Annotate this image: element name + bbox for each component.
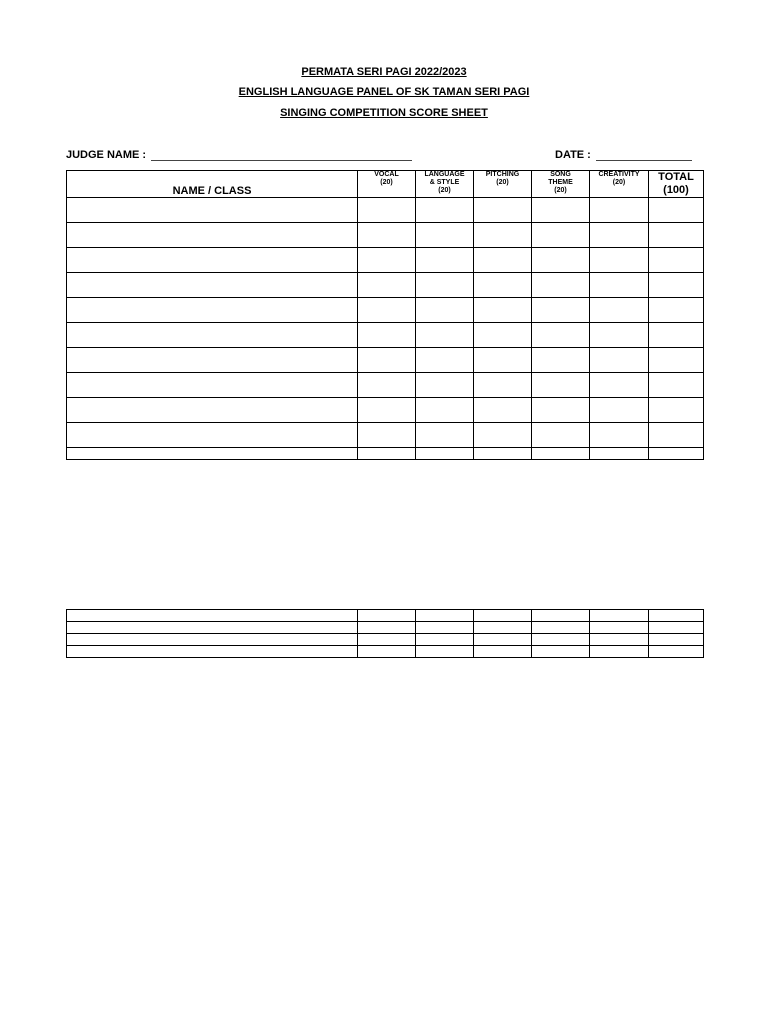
- score-cell[interactable]: [358, 634, 416, 646]
- score-cell[interactable]: [416, 323, 474, 348]
- score-cell[interactable]: [649, 223, 704, 248]
- score-cell[interactable]: [590, 398, 649, 423]
- score-cell[interactable]: [474, 248, 532, 273]
- score-cell[interactable]: [416, 373, 474, 398]
- name-cell[interactable]: [67, 198, 358, 223]
- score-cell[interactable]: [532, 373, 590, 398]
- score-cell[interactable]: [590, 622, 649, 634]
- vocal-header: VOCAL (20): [358, 171, 416, 198]
- score-cell[interactable]: [590, 273, 649, 298]
- score-cell[interactable]: [590, 348, 649, 373]
- score-cell[interactable]: [532, 273, 590, 298]
- score-cell[interactable]: [532, 323, 590, 348]
- score-cell[interactable]: [358, 448, 416, 460]
- score-cell[interactable]: [358, 248, 416, 273]
- score-cell[interactable]: [532, 298, 590, 323]
- table-row: [67, 223, 704, 248]
- score-cell[interactable]: [416, 198, 474, 223]
- extra-table-row: [67, 610, 704, 622]
- score-cell[interactable]: [532, 622, 590, 634]
- score-table-body: [67, 198, 704, 460]
- score-cell[interactable]: [590, 610, 649, 622]
- table-row: [67, 198, 704, 223]
- score-cell[interactable]: [590, 223, 649, 248]
- title-permata: PERMATA SERI PAGI 2022/2023: [301, 66, 467, 78]
- score-cell[interactable]: [532, 398, 590, 423]
- score-cell[interactable]: [532, 448, 590, 460]
- table-row: [67, 348, 704, 373]
- table-row: [67, 373, 704, 398]
- score-cell[interactable]: [649, 273, 704, 298]
- score-cell[interactable]: [532, 646, 590, 658]
- table-row: [67, 273, 704, 298]
- score-cell[interactable]: [532, 634, 590, 646]
- name-cell[interactable]: [67, 223, 358, 248]
- name-cell[interactable]: [67, 298, 358, 323]
- extra-table-row: [67, 622, 704, 634]
- score-cell[interactable]: [474, 223, 532, 248]
- score-cell[interactable]: [649, 248, 704, 273]
- score-cell[interactable]: [532, 198, 590, 223]
- score-cell[interactable]: [532, 223, 590, 248]
- total-header: TOTAL (100): [649, 171, 704, 198]
- score-cell[interactable]: [474, 634, 532, 646]
- score-cell[interactable]: [474, 398, 532, 423]
- score-cell[interactable]: [358, 273, 416, 298]
- score-cell[interactable]: [416, 622, 474, 634]
- score-cell[interactable]: [358, 646, 416, 658]
- score-cell[interactable]: [358, 198, 416, 223]
- name-cell[interactable]: [67, 646, 358, 658]
- score-cell[interactable]: [590, 646, 649, 658]
- judge-name-blank[interactable]: [151, 149, 412, 161]
- score-cell[interactable]: [532, 348, 590, 373]
- name-cell[interactable]: [67, 273, 358, 298]
- score-cell[interactable]: [358, 323, 416, 348]
- score-cell[interactable]: [532, 248, 590, 273]
- extra-table-row: [67, 634, 704, 646]
- title-score-sheet: SINGING COMPETITION SCORE SHEET: [280, 107, 488, 119]
- score-cell[interactable]: [474, 622, 532, 634]
- score-cell[interactable]: [416, 634, 474, 646]
- score-cell[interactable]: [358, 373, 416, 398]
- extra-score-table: [66, 609, 704, 658]
- score-cell[interactable]: [590, 423, 649, 448]
- score-cell[interactable]: [416, 610, 474, 622]
- score-cell[interactable]: [474, 610, 532, 622]
- score-cell[interactable]: [416, 248, 474, 273]
- score-cell[interactable]: [474, 198, 532, 223]
- score-cell[interactable]: [416, 448, 474, 460]
- score-cell[interactable]: [474, 273, 532, 298]
- score-cell[interactable]: [590, 373, 649, 398]
- score-cell[interactable]: [649, 423, 704, 448]
- table-row: [67, 398, 704, 423]
- creativity-header: CREATIVITY (20): [590, 171, 649, 198]
- date-blank[interactable]: [596, 149, 692, 161]
- score-cell[interactable]: [590, 323, 649, 348]
- score-cell[interactable]: [474, 646, 532, 658]
- table-header-row: [67, 171, 704, 198]
- score-cell[interactable]: [474, 323, 532, 348]
- name-cell[interactable]: [67, 634, 358, 646]
- table-row: [67, 323, 704, 348]
- score-cell[interactable]: [358, 398, 416, 423]
- table-row: [67, 448, 704, 460]
- score-cell[interactable]: [358, 423, 416, 448]
- score-cell[interactable]: [649, 634, 704, 646]
- score-cell[interactable]: [649, 373, 704, 398]
- name-cell[interactable]: [67, 398, 358, 423]
- score-cell[interactable]: [416, 273, 474, 298]
- score-cell[interactable]: [590, 248, 649, 273]
- score-table: [66, 170, 704, 460]
- score-cell[interactable]: [474, 348, 532, 373]
- score-cell[interactable]: [358, 348, 416, 373]
- name-cell[interactable]: [67, 423, 358, 448]
- score-cell[interactable]: [649, 198, 704, 223]
- score-cell[interactable]: [474, 373, 532, 398]
- score-cell[interactable]: [649, 323, 704, 348]
- name-cell[interactable]: [67, 610, 358, 622]
- score-cell[interactable]: [590, 198, 649, 223]
- song-theme-header: SONG THEME (20): [532, 171, 590, 198]
- score-cell[interactable]: [474, 423, 532, 448]
- score-cell[interactable]: [358, 622, 416, 634]
- date-field: [555, 149, 692, 161]
- score-cell[interactable]: [532, 610, 590, 622]
- name-cell[interactable]: [67, 373, 358, 398]
- score-cell[interactable]: [649, 398, 704, 423]
- pitching-header: PITCHING (20): [474, 171, 532, 198]
- extra-table-row: [67, 646, 704, 658]
- score-cell[interactable]: [416, 646, 474, 658]
- score-cell[interactable]: [649, 610, 704, 622]
- score-cell[interactable]: [649, 298, 704, 323]
- score-cell[interactable]: [416, 423, 474, 448]
- table-row: [67, 298, 704, 323]
- name-cell[interactable]: [67, 323, 358, 348]
- score-cell[interactable]: [358, 223, 416, 248]
- name-cell[interactable]: [67, 348, 358, 373]
- score-cell[interactable]: [358, 610, 416, 622]
- score-cell[interactable]: [358, 298, 416, 323]
- table-row: [67, 423, 704, 448]
- score-cell[interactable]: [649, 348, 704, 373]
- score-cell[interactable]: [416, 348, 474, 373]
- score-cell[interactable]: [416, 398, 474, 423]
- score-cell[interactable]: [532, 423, 590, 448]
- date-label: DATE :: [555, 149, 591, 161]
- table-row: [67, 248, 704, 273]
- language-style-header: LANGUAGE & STYLE (20): [416, 171, 474, 198]
- score-cell[interactable]: [590, 634, 649, 646]
- judge-name-label: JUDGE NAME :: [66, 149, 147, 161]
- extra-table-body: [67, 610, 704, 658]
- name-cell[interactable]: [67, 248, 358, 273]
- name-class-header: NAME / CLASS: [67, 171, 358, 198]
- score-cell[interactable]: [649, 622, 704, 634]
- score-cell[interactable]: [416, 223, 474, 248]
- score-cell[interactable]: [649, 448, 704, 460]
- score-cell[interactable]: [474, 448, 532, 460]
- score-cell[interactable]: [590, 298, 649, 323]
- score-cell[interactable]: [649, 646, 704, 658]
- title-panel: ENGLISH LANGUAGE PANEL OF SK TAMAN SERI PAGI: [238, 86, 530, 98]
- score-cell[interactable]: [416, 298, 474, 323]
- score-cell[interactable]: [474, 298, 532, 323]
- judge-name-field: [66, 149, 412, 161]
- score-cell[interactable]: [590, 448, 649, 460]
- name-cell[interactable]: [67, 622, 358, 634]
- name-cell[interactable]: [67, 448, 358, 460]
